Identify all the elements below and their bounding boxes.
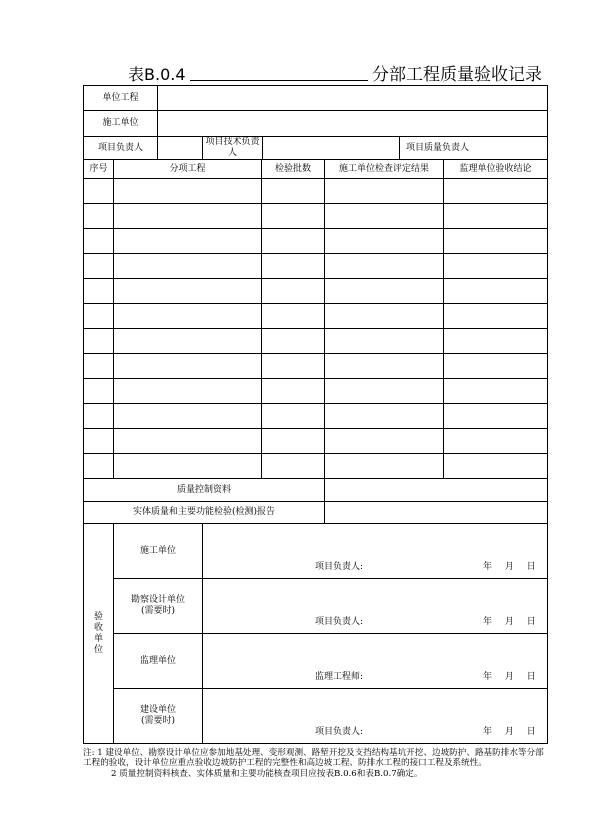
table-row — [84, 379, 548, 404]
seq-cell[interactable] — [84, 229, 114, 254]
selfcheck-cell[interactable] — [325, 404, 444, 429]
selfcheck-cell[interactable] — [325, 354, 444, 379]
subitem-cell[interactable] — [114, 404, 262, 429]
acceptance-unit-name: 勘察设计单位 (需要时) — [114, 579, 203, 634]
col-seq-header: 序号 — [84, 160, 114, 179]
col-batch-header: 检验批数 — [262, 160, 325, 179]
batch-cell[interactable] — [262, 329, 325, 354]
footnotes — [83, 749, 549, 780]
seq-cell[interactable] — [84, 379, 114, 404]
sign-date: 年 月 日 — [483, 672, 536, 682]
table-row — [84, 179, 548, 204]
function-test-label: 实体质量和主要功能检验(检测)报告 — [84, 502, 325, 524]
batch-cell[interactable] — [262, 379, 325, 404]
seq-cell[interactable] — [84, 179, 114, 204]
table-row — [84, 429, 548, 454]
subitem-cell[interactable] — [114, 329, 262, 354]
batch-cell[interactable] — [262, 179, 325, 204]
quality-leader-label: 项目质量负责人 — [406, 142, 470, 153]
table-row — [84, 329, 548, 354]
design-sign-area[interactable] — [203, 579, 548, 634]
table-row — [84, 229, 548, 254]
selfcheck-cell[interactable] — [325, 279, 444, 304]
batch-cell[interactable] — [262, 454, 325, 479]
acceptance-unit-name: 施工单位 — [114, 524, 203, 579]
table-row — [84, 304, 548, 329]
subitem-cell[interactable] — [114, 179, 262, 204]
seq-cell[interactable] — [84, 254, 114, 279]
table-row — [84, 204, 548, 229]
quality-leader-cell — [400, 137, 548, 160]
col-subitem-header: 分项工程 — [114, 160, 262, 179]
subitem-cell[interactable] — [114, 454, 262, 479]
selfcheck-cell[interactable] — [325, 304, 444, 329]
selfcheck-cell[interactable] — [325, 254, 444, 279]
sign-date: 年 月 日 — [483, 562, 536, 572]
form-title-suffix: 分部工程质量验收记录 — [372, 65, 542, 85]
supervision-cell[interactable] — [444, 329, 548, 354]
supervision-cell[interactable] — [444, 229, 548, 254]
quality-docs-label: 质量控制资料 — [84, 479, 325, 502]
seq-cell[interactable] — [84, 204, 114, 229]
supervision-cell[interactable] — [444, 429, 548, 454]
function-test-field[interactable] — [325, 502, 548, 524]
supervision-cell[interactable] — [444, 204, 548, 229]
construction-sign-area[interactable] — [203, 524, 548, 579]
table-row — [84, 354, 548, 379]
supervision-cell[interactable] — [444, 354, 548, 379]
batch-cell[interactable] — [262, 279, 325, 304]
batch-cell[interactable] — [262, 354, 325, 379]
selfcheck-cell[interactable] — [325, 204, 444, 229]
signer-label: 项目负责人: — [315, 562, 364, 572]
project-leader-field[interactable] — [158, 137, 203, 160]
supervision-cell[interactable] — [444, 254, 548, 279]
subitem-cell[interactable] — [114, 279, 262, 304]
subitem-cell[interactable] — [114, 204, 262, 229]
acceptance-unit-name: 建设单位 (需要时) — [114, 689, 203, 744]
signer-label: 项目负责人: — [315, 617, 364, 627]
construction-unit-field[interactable] — [158, 111, 548, 137]
col-supervision-header: 监理单位验收结论 — [444, 160, 548, 179]
seq-cell[interactable] — [84, 429, 114, 454]
selfcheck-cell[interactable] — [325, 229, 444, 254]
seq-cell[interactable] — [84, 329, 114, 354]
footnote-2: 2 质量控制资料核查、实体质量和主要功能核查项目应按表B.0.6和表B.0.7确定。 — [111, 769, 423, 780]
selfcheck-cell[interactable] — [325, 329, 444, 354]
acceptance-units-label: 验收单位 — [84, 524, 114, 744]
seq-cell[interactable] — [84, 404, 114, 429]
quality-docs-field[interactable] — [325, 479, 548, 502]
selfcheck-cell[interactable] — [325, 379, 444, 404]
col-selfcheck-header: 施工单位检查评定结果 — [325, 160, 444, 179]
unit-project-field[interactable] — [158, 86, 548, 111]
table-row — [84, 454, 548, 479]
title-blank-line[interactable] — [190, 80, 368, 81]
supervision-cell[interactable] — [444, 404, 548, 429]
supervision-cell[interactable] — [444, 454, 548, 479]
subitem-cell[interactable] — [114, 304, 262, 329]
seq-cell[interactable] — [84, 304, 114, 329]
table-row — [84, 254, 548, 279]
supervision-cell[interactable] — [444, 379, 548, 404]
seq-cell[interactable] — [84, 279, 114, 304]
batch-cell[interactable] — [262, 204, 325, 229]
owner-sign-area[interactable] — [203, 689, 548, 744]
tech-leader-field[interactable] — [263, 137, 400, 160]
project-leader-label: 项目负责人 — [84, 137, 158, 160]
selfcheck-cell[interactable] — [325, 454, 444, 479]
subitem-cell[interactable] — [114, 229, 262, 254]
subitem-cell[interactable] — [114, 354, 262, 379]
batch-cell[interactable] — [262, 229, 325, 254]
form-title-prefix: 表B.0.4 — [128, 65, 186, 84]
subitem-cell[interactable] — [114, 379, 262, 404]
table-row — [84, 279, 548, 304]
table-row — [84, 404, 548, 429]
supervision-cell[interactable] — [444, 304, 548, 329]
footnote-1: 注: 1 建设单位、勘察设计单位应参加地基处理、变形观测、路堑开挖及支挡结构基坑开挖、边坡防护、路基防排水等分部工程的验收，设计单位应重点验收边坡防护工程的完整性和高边坡工程、防排水工程的接口工程及系统性。 — [83, 748, 544, 768]
batch-cell[interactable] — [262, 304, 325, 329]
selfcheck-cell[interactable] — [325, 179, 444, 204]
tech-leader-label: 项目技术负责人 — [203, 137, 263, 160]
seq-cell[interactable] — [84, 454, 114, 479]
subitem-cell[interactable] — [114, 429, 262, 454]
subitem-cell[interactable] — [114, 254, 262, 279]
signer-label: 项目负责人: — [315, 727, 364, 737]
construction-unit-label: 施工单位 — [84, 111, 158, 137]
batch-cell[interactable] — [262, 254, 325, 279]
supervision-cell[interactable] — [444, 179, 548, 204]
seq-cell[interactable] — [84, 354, 114, 379]
sign-date: 年 月 日 — [483, 727, 536, 737]
supervision-sign-area[interactable] — [203, 634, 548, 689]
acceptance-unit-name: 监理单位 — [114, 634, 203, 689]
form-title — [0, 60, 590, 86]
batch-cell[interactable] — [262, 429, 325, 454]
batch-cell[interactable] — [262, 404, 325, 429]
supervision-cell[interactable] — [444, 279, 548, 304]
selfcheck-cell[interactable] — [325, 429, 444, 454]
sign-date: 年 月 日 — [483, 617, 536, 627]
signer-label: 监理工程师: — [315, 672, 364, 682]
unit-project-label: 单位工程 — [84, 86, 158, 111]
acceptance-record-table — [83, 85, 548, 744]
